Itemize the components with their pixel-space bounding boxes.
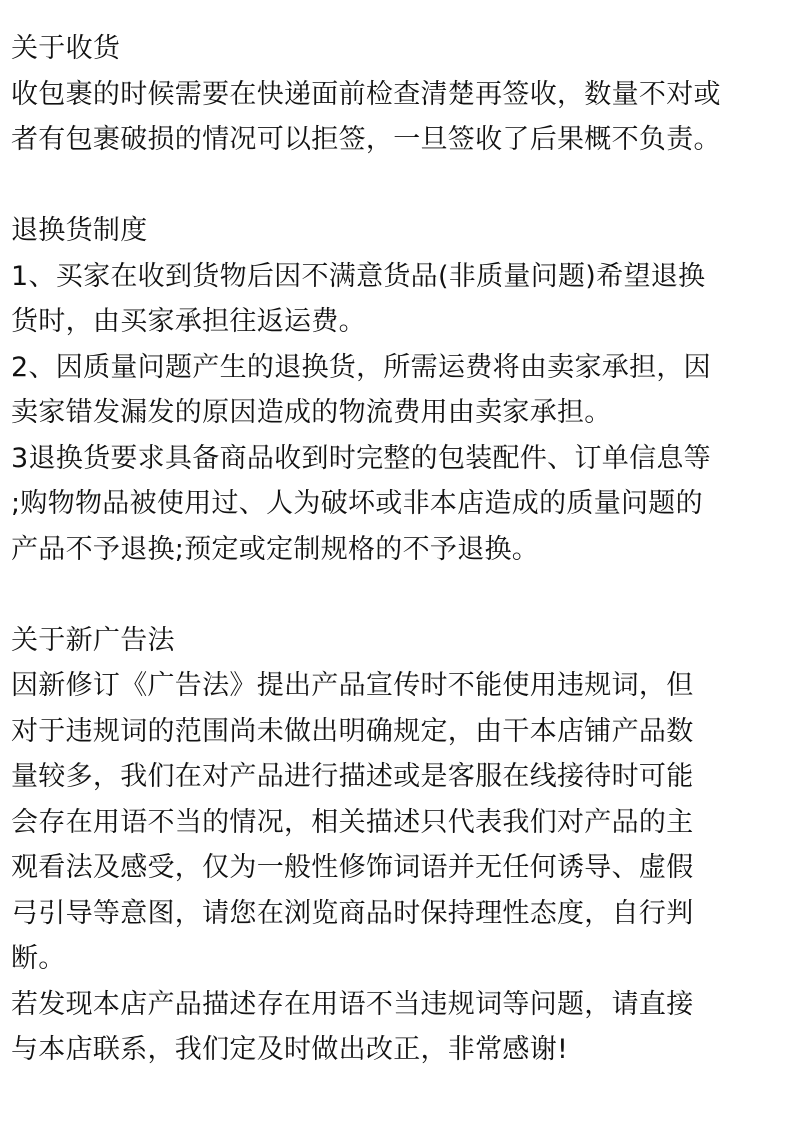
text-line: 因新修订《广告法》提出产品宣传时不能使用违规词，但 (11, 670, 694, 701)
text-line: 断。 (11, 943, 66, 974)
text-line: 与本店联系，我们定及时做出改正，非常感谢! (11, 1034, 569, 1065)
section-spacer (11, 163, 790, 209)
policy-document (11, 26, 790, 1073)
section-spacer (11, 572, 790, 618)
section-advertising-law (11, 618, 790, 1073)
section-heading: 关于收货 (11, 33, 121, 64)
text-line: 若发现本店产品描述存在用语不当违规词等问题，请直接 (11, 988, 694, 1020)
text-line: 观看法及感受，仅为一般性修饰词语并无任何诱导、虚假 (11, 852, 694, 883)
text-line: 3退换货要求具备商品收到时完整的包装配件、订单信息等 (11, 442, 711, 474)
text-line: 会存在用语不当的情况，相关描述只代表我们对产品的主 (11, 806, 694, 838)
text-line: 对于违规词的范围尚未做出明确规定，由干本店铺产品数 (11, 715, 694, 747)
text-line: 卖家错发漏发的原因造成的物流费用由卖家承担。 (11, 397, 612, 428)
text-line: 量较多，我们在对产品进行描述或是客服在线接待时可能 (11, 761, 694, 792)
text-line: 1、买家在收到货物后因不满意货品(非质量问题)希望退换 (11, 260, 706, 292)
section-receiving (11, 26, 790, 163)
text-line: ;购物物品被使用过、人为破坏或非本店造成的质量问题的 (11, 488, 703, 519)
text-line: 者有包裹破损的情况可以拒签，一旦签收了后果概不负责。 (11, 124, 721, 155)
text-line: 产品不予退换;预定或定制规格的不予退换。 (11, 533, 540, 565)
text-line: 收包裹的时候需要在快递面前检查清楚再签收，数量不对或 (11, 78, 721, 110)
text-line: 2、因质量问题产生的退换货，所需运费将由卖家承担，因 (11, 351, 711, 383)
text-line: 弓引导等意图，请您在浏览商品时保持理性态度，自行判 (11, 897, 694, 929)
section-heading: 退换货制度 (11, 215, 148, 246)
text-line: 货时，由买家承担往返运费。 (11, 306, 366, 337)
section-heading: 关于新广告法 (11, 624, 175, 656)
section-return-policy (11, 208, 790, 572)
